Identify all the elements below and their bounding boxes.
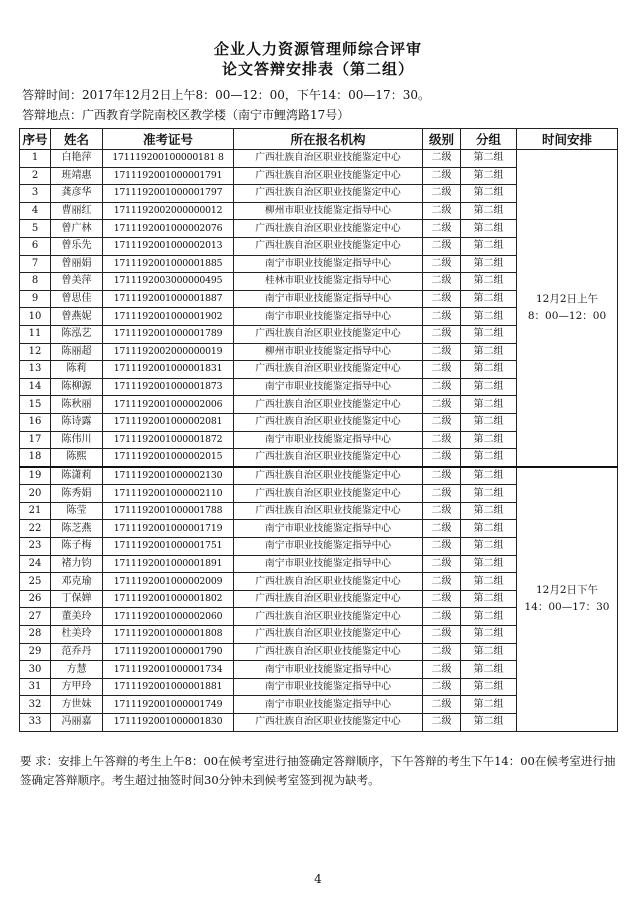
cell-name: 陈秋丽: [51, 396, 103, 414]
cell-org: 柳州市职业技能鉴定指导中心: [234, 343, 423, 361]
cell-name: 陈熙: [51, 449, 103, 467]
cell-seq: 22: [20, 520, 51, 538]
cell-seq: 18: [20, 449, 51, 467]
document-subtitle: 论文答辩安排表（第二组）: [221, 60, 414, 78]
cell-group: 第二组: [461, 502, 517, 520]
cell-seq: 32: [20, 696, 51, 714]
cell-group: 第二组: [461, 308, 517, 326]
cell-name: 范乔丹: [51, 643, 103, 661]
cell-level: 二级: [423, 220, 461, 238]
cell-level: 二级: [423, 185, 461, 203]
cell-seq: 10: [20, 308, 51, 326]
cell-org: 南宁市职业技能鉴定指导中心: [234, 308, 423, 326]
cell-exam: 1711192001000002076: [103, 220, 234, 238]
cell-group: 第二组: [461, 396, 517, 414]
cell-group: 第二组: [461, 431, 517, 449]
cell-exam: 1711192001000002009: [103, 573, 234, 591]
cell-level: 二级: [423, 520, 461, 538]
cell-level: 二级: [423, 255, 461, 273]
cell-seq: 28: [20, 626, 51, 644]
cell-exam: 1711192001000001891: [103, 555, 234, 573]
cell-org: 南宁市职业技能鉴定指导中心: [234, 290, 423, 308]
cell-seq: 4: [20, 202, 51, 220]
cell-seq: 21: [20, 502, 51, 520]
cell-group: 第二组: [461, 590, 517, 608]
cell-seq: 3: [20, 185, 51, 203]
cell-group: 第二组: [461, 485, 517, 503]
cell-level: 二级: [423, 661, 461, 679]
cell-name: 杜美玲: [51, 626, 103, 644]
schedule-table: [19, 128, 618, 732]
cell-group: 第二组: [461, 555, 517, 573]
cell-name: 邓克瑜: [51, 573, 103, 591]
document-title: 企业人力资源管理师综合评审: [213, 40, 422, 58]
cell-name: 班靖惠: [51, 167, 103, 185]
cell-name: 董美玲: [51, 608, 103, 626]
cell-group: 第二组: [461, 202, 517, 220]
cell-exam: 1711192001000001797: [103, 185, 234, 203]
cell-exam: 1711192001000001831: [103, 361, 234, 379]
cell-org: 广西壮族自治区职业技能鉴定中心: [234, 626, 423, 644]
cell-exam: 1711192001000002013: [103, 237, 234, 255]
cell-name: 陈莹: [51, 502, 103, 520]
cell-level: 二级: [423, 538, 461, 556]
cell-name: 曾思佳: [51, 290, 103, 308]
cell-org: 广西壮族自治区职业技能鉴定中心: [234, 361, 423, 379]
defense-time-info: 答辩时间：2017年12月2日上午8：00—12：00，下午14：00—17：30。: [22, 88, 430, 102]
cell-group: 第二组: [461, 413, 517, 431]
header-exam-no: 准考证号: [103, 129, 234, 150]
cell-exam: 1711192001000001830: [103, 714, 234, 732]
cell-org: 广西壮族自治区职业技能鉴定中心: [234, 502, 423, 520]
cell-group: 第二组: [461, 678, 517, 696]
cell-org: 南宁市职业技能鉴定指导中心: [234, 538, 423, 556]
page-number: 4: [314, 872, 322, 886]
cell-level: 二级: [423, 150, 461, 168]
cell-level: 二级: [423, 608, 461, 626]
cell-name: 曾乐先: [51, 237, 103, 255]
table-row: [20, 150, 618, 168]
cell-exam: 1711192001000001790: [103, 643, 234, 661]
cell-org: 南宁市职业技能鉴定指导中心: [234, 520, 423, 538]
cell-group: 第二组: [461, 714, 517, 732]
cell-group: 第二组: [461, 626, 517, 644]
header-time: 时间安排: [517, 129, 618, 150]
cell-seq: 29: [20, 643, 51, 661]
cell-seq: 25: [20, 573, 51, 591]
cell-group: 第二组: [461, 467, 517, 485]
cell-group: 第二组: [461, 237, 517, 255]
cell-name: 陈柳源: [51, 378, 103, 396]
cell-level: 二级: [423, 714, 461, 732]
cell-level: 二级: [423, 273, 461, 291]
cell-exam: 1711192001000002060: [103, 608, 234, 626]
cell-level: 二级: [423, 396, 461, 414]
cell-group: 第二组: [461, 608, 517, 626]
cell-exam: 1711192001000001887: [103, 290, 234, 308]
cell-name: 白艳萍: [51, 150, 103, 168]
cell-org: 南宁市职业技能鉴定指导中心: [234, 431, 423, 449]
cell-exam: 1711192001000002130: [103, 467, 234, 485]
cell-org: 广西壮族自治区职业技能鉴定中心: [234, 449, 423, 467]
cell-exam: 1711192001000001788: [103, 502, 234, 520]
cell-group: 第二组: [461, 696, 517, 714]
cell-seq: 26: [20, 590, 51, 608]
cell-level: 二级: [423, 696, 461, 714]
cell-group: 第二组: [461, 378, 517, 396]
cell-seq: 8: [20, 273, 51, 291]
header-level: 级别: [423, 129, 461, 150]
cell-exam: 171119200100000181 8: [103, 150, 234, 168]
cell-level: 二级: [423, 467, 461, 485]
cell-level: 二级: [423, 626, 461, 644]
morning-time-slot: 12月2日上午 8：00—12：00: [517, 150, 618, 467]
cell-level: 二级: [423, 590, 461, 608]
cell-level: 二级: [423, 378, 461, 396]
cell-level: 二级: [423, 325, 461, 343]
cell-exam: 1711192003000000495: [103, 273, 234, 291]
header-name: 姓名: [51, 129, 103, 150]
cell-org: 柳州市职业技能鉴定指导中心: [234, 202, 423, 220]
cell-level: 二级: [423, 678, 461, 696]
cell-seq: 6: [20, 237, 51, 255]
cell-name: 陈伟川: [51, 431, 103, 449]
requirements-note: 要 求：安排上午答辩的考生上午8：00在候考室进行抽签确定答辩顺序，下午答辩的考生下午14：00在候考室进行抽签确定答辩顺序。考生超过抽签时间30分钟未到候考室签到视为缺考。: [20, 754, 616, 787]
cell-group: 第二组: [461, 167, 517, 185]
cell-group: 第二组: [461, 661, 517, 679]
cell-seq: 31: [20, 678, 51, 696]
cell-exam: 1711192001000001881: [103, 678, 234, 696]
cell-group: 第二组: [461, 573, 517, 591]
cell-name: 龚彦华: [51, 185, 103, 203]
cell-name: 陈芝燕: [51, 520, 103, 538]
cell-org: 广西壮族自治区职业技能鉴定中心: [234, 167, 423, 185]
cell-org: 广西壮族自治区职业技能鉴定中心: [234, 590, 423, 608]
cell-org: 桂林市职业技能鉴定指导中心: [234, 273, 423, 291]
cell-seq: 20: [20, 485, 51, 503]
cell-name: 曾燕妮: [51, 308, 103, 326]
cell-name: 曾美萍: [51, 273, 103, 291]
cell-seq: 16: [20, 413, 51, 431]
cell-seq: 12: [20, 343, 51, 361]
cell-group: 第二组: [461, 643, 517, 661]
cell-exam: 1711192002000000012: [103, 202, 234, 220]
cell-exam: 1711192001000001791: [103, 167, 234, 185]
cell-group: 第二组: [461, 150, 517, 168]
cell-name: 曾广林: [51, 220, 103, 238]
cell-org: 广西壮族自治区职业技能鉴定中心: [234, 220, 423, 238]
cell-exam: 1711192001000001719: [103, 520, 234, 538]
cell-name: 陈泓艺: [51, 325, 103, 343]
cell-exam: 1711192001000001873: [103, 378, 234, 396]
cell-org: 南宁市职业技能鉴定指导中心: [234, 378, 423, 396]
cell-group: 第二组: [461, 273, 517, 291]
cell-group: 第二组: [461, 290, 517, 308]
cell-group: 第二组: [461, 520, 517, 538]
cell-org: 广西壮族自治区职业技能鉴定中心: [234, 185, 423, 203]
cell-level: 二级: [423, 413, 461, 431]
cell-seq: 23: [20, 538, 51, 556]
cell-exam: 1711192001000001872: [103, 431, 234, 449]
cell-group: 第二组: [461, 185, 517, 203]
cell-level: 二级: [423, 431, 461, 449]
cell-org: 广西壮族自治区职业技能鉴定中心: [234, 714, 423, 732]
cell-name: 曹丽红: [51, 202, 103, 220]
cell-org: 南宁市职业技能鉴定指导中心: [234, 696, 423, 714]
cell-org: 广西壮族自治区职业技能鉴定中心: [234, 413, 423, 431]
cell-seq: 14: [20, 378, 51, 396]
cell-name: 冯丽嘉: [51, 714, 103, 732]
header-group: 分组: [461, 129, 517, 150]
cell-name: 陈子梅: [51, 538, 103, 556]
cell-org: 广西壮族自治区职业技能鉴定中心: [234, 485, 423, 503]
table-row: [20, 467, 618, 485]
cell-seq: 33: [20, 714, 51, 732]
cell-org: 南宁市职业技能鉴定指导中心: [234, 255, 423, 273]
cell-seq: 24: [20, 555, 51, 573]
cell-name: 方慧: [51, 661, 103, 679]
cell-name: 丁保婵: [51, 590, 103, 608]
cell-org: 南宁市职业技能鉴定指导中心: [234, 678, 423, 696]
header-seq: 序号: [20, 129, 51, 150]
cell-org: 广西壮族自治区职业技能鉴定中心: [234, 325, 423, 343]
cell-seq: 27: [20, 608, 51, 626]
cell-level: 二级: [423, 167, 461, 185]
cell-name: 方世妹: [51, 696, 103, 714]
cell-seq: 30: [20, 661, 51, 679]
cell-level: 二级: [423, 237, 461, 255]
cell-exam: 1711192001000002015: [103, 449, 234, 467]
afternoon-time-slot: 12月2日下午 14：00—17：30: [517, 467, 618, 731]
cell-seq: 9: [20, 290, 51, 308]
cell-level: 二级: [423, 308, 461, 326]
cell-seq: 5: [20, 220, 51, 238]
cell-exam: 1711192001000001902: [103, 308, 234, 326]
cell-org: 南宁市职业技能鉴定指导中心: [234, 555, 423, 573]
cell-level: 二级: [423, 485, 461, 503]
cell-group: 第二组: [461, 449, 517, 467]
cell-name: 陈丽超: [51, 343, 103, 361]
cell-exam: 1711192001000001808: [103, 626, 234, 644]
cell-exam: 1711192001000001789: [103, 325, 234, 343]
cell-group: 第二组: [461, 538, 517, 556]
cell-level: 二级: [423, 202, 461, 220]
cell-name: 陈潇莉: [51, 467, 103, 485]
cell-seq: 11: [20, 325, 51, 343]
cell-seq: 13: [20, 361, 51, 379]
cell-org: 南宁市职业技能鉴定指导中心: [234, 661, 423, 679]
cell-exam: 1711192001000001802: [103, 590, 234, 608]
cell-level: 二级: [423, 502, 461, 520]
table-header-row: [20, 129, 618, 150]
cell-level: 二级: [423, 343, 461, 361]
cell-seq: 2: [20, 167, 51, 185]
cell-org: 广西壮族自治区职业技能鉴定中心: [234, 237, 423, 255]
cell-group: 第二组: [461, 255, 517, 273]
cell-group: 第二组: [461, 343, 517, 361]
cell-name: 陈秀娟: [51, 485, 103, 503]
cell-level: 二级: [423, 573, 461, 591]
cell-seq: 17: [20, 431, 51, 449]
cell-name: 陈莉: [51, 361, 103, 379]
cell-name: 方甲玲: [51, 678, 103, 696]
cell-level: 二级: [423, 361, 461, 379]
cell-exam: 1711192001000002081: [103, 413, 234, 431]
defense-location-info: 答辩地点：广西教育学院南校区教学楼（南宁市鲤湾路17号）: [22, 108, 350, 122]
schedule-body: [20, 150, 618, 732]
cell-name: 陈诗露: [51, 413, 103, 431]
cell-group: 第二组: [461, 361, 517, 379]
cell-seq: 19: [20, 467, 51, 485]
cell-level: 二级: [423, 290, 461, 308]
cell-seq: 1: [20, 150, 51, 168]
cell-exam: 1711192001000001734: [103, 661, 234, 679]
cell-org: 广西壮族自治区职业技能鉴定中心: [234, 396, 423, 414]
cell-exam: 1711192001000001749: [103, 696, 234, 714]
cell-seq: 7: [20, 255, 51, 273]
cell-level: 二级: [423, 643, 461, 661]
cell-org: 广西壮族自治区职业技能鉴定中心: [234, 467, 423, 485]
cell-org: 广西壮族自治区职业技能鉴定中心: [234, 573, 423, 591]
cell-level: 二级: [423, 449, 461, 467]
cell-exam: 1711192001000001751: [103, 538, 234, 556]
cell-org: 广西壮族自治区职业技能鉴定中心: [234, 608, 423, 626]
cell-group: 第二组: [461, 220, 517, 238]
cell-exam: 1711192001000001885: [103, 255, 234, 273]
cell-level: 二级: [423, 555, 461, 573]
cell-seq: 15: [20, 396, 51, 414]
cell-exam: 1711192002000000019: [103, 343, 234, 361]
header-org: 所在报名机构: [234, 129, 423, 150]
cell-exam: 1711192001000002006: [103, 396, 234, 414]
cell-name: 曾丽娟: [51, 255, 103, 273]
cell-org: 广西壮族自治区职业技能鉴定中心: [234, 643, 423, 661]
cell-org: 广西壮族自治区职业技能鉴定中心: [234, 150, 423, 168]
cell-name: 褚力钧: [51, 555, 103, 573]
cell-group: 第二组: [461, 325, 517, 343]
cell-exam: 1711192001000002110: [103, 485, 234, 503]
